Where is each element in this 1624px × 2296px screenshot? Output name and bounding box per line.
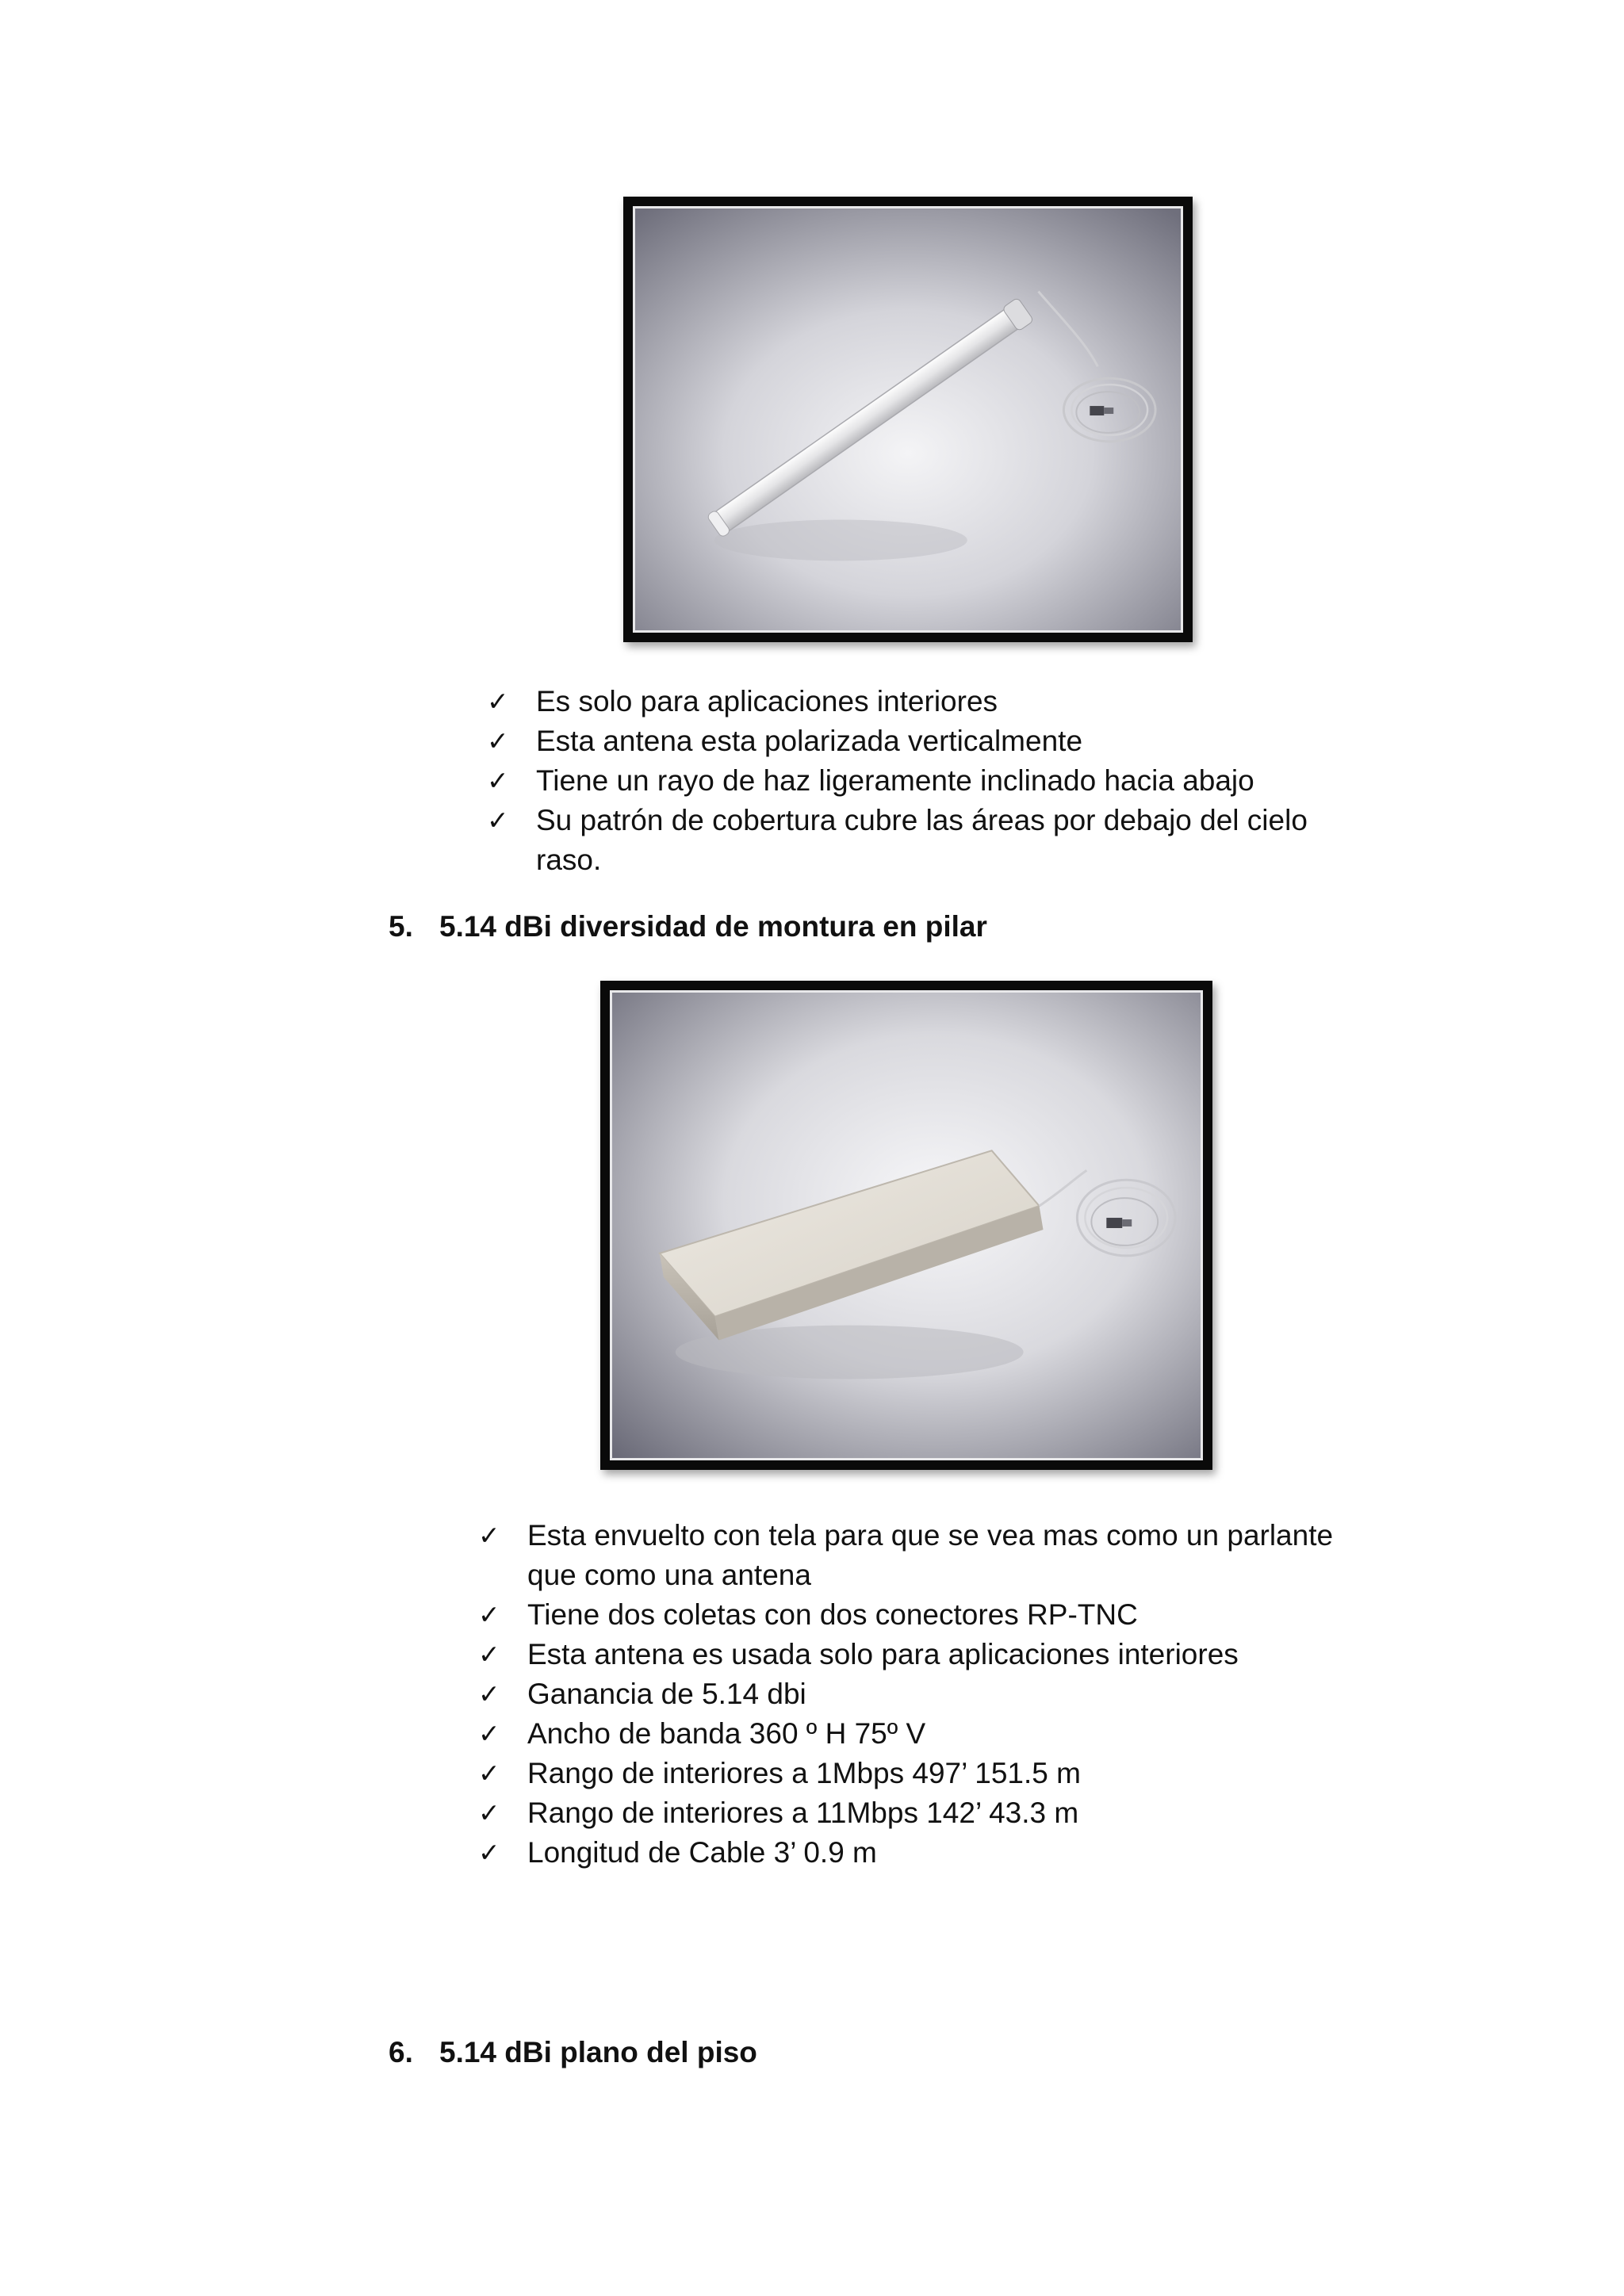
panel-antenna-photo bbox=[610, 990, 1203, 1460]
list-item: ✓ Esta antena es usada solo para aplicaciones interiores bbox=[478, 1635, 1382, 1674]
checkmark-icon: ✓ bbox=[478, 1678, 500, 1709]
checkmark-icon: ✓ bbox=[487, 765, 509, 796]
list-item: ✓ Longitud de Cable 3’ 0.9 m bbox=[478, 1833, 1382, 1873]
tube-antenna-feature-list bbox=[487, 682, 1375, 880]
checkmark-icon: ✓ bbox=[487, 686, 509, 717]
tube-antenna-illustration bbox=[635, 209, 1181, 630]
checkmark-icon: ✓ bbox=[478, 1718, 500, 1749]
checkmark-icon: ✓ bbox=[487, 725, 509, 756]
section-title: 5.14 dBi diversidad de montura en pilar bbox=[439, 910, 987, 943]
section-title: 5.14 dBi plano del piso bbox=[439, 2036, 757, 2068]
list-item: ✓ Tiene dos coletas con dos conectores RP-TNC bbox=[478, 1595, 1382, 1635]
section-number: 5. bbox=[389, 910, 413, 943]
list-item: ✓ Tiene un rayo de haz ligeramente inclinado hacia abajo bbox=[487, 761, 1375, 801]
list-item: ✓ Es solo para aplicaciones interiores bbox=[487, 682, 1375, 721]
section-heading-6 bbox=[389, 2033, 757, 2072]
list-item: ✓ Esta antena esta polarizada verticalmente bbox=[487, 721, 1375, 761]
list-item: ✓ Ganancia de 5.14 dbi bbox=[478, 1674, 1382, 1714]
list-item: ✓ Esta envuelto con tela para que se vea mas como un parlante que como una antena bbox=[478, 1516, 1382, 1595]
list-item: ✓ Ancho de banda 360 º H 75º V bbox=[478, 1714, 1382, 1754]
checkmark-icon: ✓ bbox=[478, 1639, 500, 1670]
checkmark-icon: ✓ bbox=[487, 805, 509, 836]
checkmark-icon: ✓ bbox=[478, 1797, 500, 1828]
checkmark-icon: ✓ bbox=[478, 1520, 500, 1551]
list-item: ✓ Rango de interiores a 1Mbps 497’ 151.5 m bbox=[478, 1754, 1382, 1793]
list-item: ✓ Su patrón de cobertura cubre las áreas por debajo del cielo raso. bbox=[487, 801, 1375, 880]
checkmark-icon: ✓ bbox=[478, 1837, 500, 1868]
list-item: ✓ Rango de interiores a 11Mbps 142’ 43.3 m bbox=[478, 1793, 1382, 1833]
tube-antenna-image bbox=[623, 197, 1193, 642]
checkmark-icon: ✓ bbox=[478, 1758, 500, 1789]
section-number: 6. bbox=[389, 2036, 413, 2068]
panel-antenna-illustration bbox=[612, 993, 1201, 1458]
panel-antenna-image bbox=[600, 981, 1212, 1470]
tube-antenna-photo bbox=[633, 206, 1183, 633]
checkmark-icon: ✓ bbox=[478, 1599, 500, 1630]
panel-antenna-feature-list bbox=[478, 1516, 1382, 1873]
section-heading-5 bbox=[389, 907, 987, 947]
